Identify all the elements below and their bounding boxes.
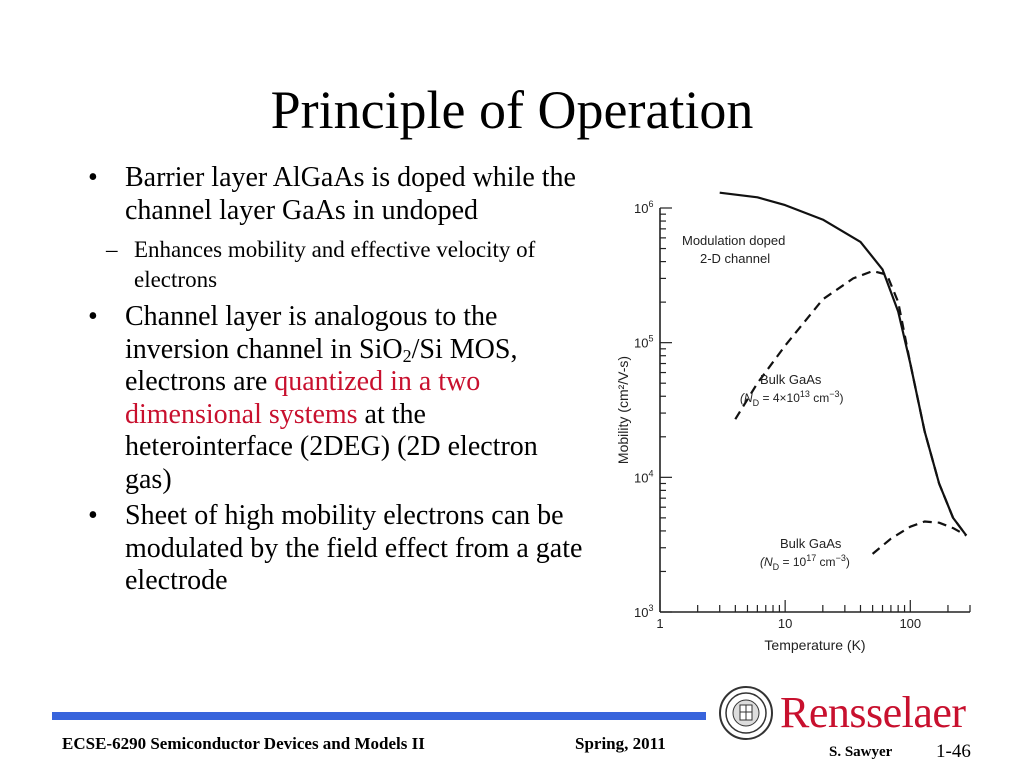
x-tick-label: 100 [899, 616, 922, 631]
series-label-part: cm [809, 391, 830, 405]
sub-bullet-item [88, 235, 588, 295]
y-tick-exponent: 4 [648, 468, 654, 479]
series-label-part: D [772, 562, 780, 572]
x-tick-label: 1 [656, 616, 664, 631]
series-label: Modulation doped [682, 233, 786, 248]
y-tick-base: 10 [634, 605, 649, 620]
sub-bullet-marker: – [106, 237, 118, 262]
y-tick-label [634, 199, 653, 216]
series-label-part: (N [740, 391, 753, 405]
series-label-part: cm [816, 555, 836, 569]
series-label-part: ) [845, 555, 850, 569]
bullet-marker: • [88, 500, 98, 531]
bullet-item [88, 301, 588, 496]
rensselaer-logo [718, 685, 1008, 741]
y-tick-label [634, 468, 653, 485]
y-axis-label: Mobility (cm²/V-s) [615, 355, 631, 465]
bullet-text: Channel layer is analogous to the inversion channel in SiO [125, 301, 498, 365]
slide-title: Principle of Operation [270, 80, 754, 140]
seal-icon [718, 685, 774, 741]
x-tick-label: 10 [777, 616, 793, 631]
mobility-temperature-chart [610, 180, 990, 660]
series-label-part: 17 [806, 553, 817, 563]
y-tick-exponent: 5 [648, 333, 654, 344]
x-axis-label: Temperature (K) [764, 637, 866, 653]
y-tick-label [634, 603, 653, 620]
footer-page-number: 1-46 [936, 741, 971, 762]
series-line-2 [873, 522, 967, 554]
footer-course: ECSE-6290 Semiconductor Devices and Models II [62, 734, 425, 753]
bullet-marker: • [88, 162, 98, 193]
series-label: Bulk GaAs [760, 372, 822, 387]
series-label-detail [740, 389, 844, 408]
series-label-part: −3 [829, 389, 840, 399]
series-label-part: D [752, 398, 760, 408]
y-tick-base: 10 [634, 201, 649, 216]
y-tick-exponent: 3 [648, 603, 654, 613]
footer-rule [52, 712, 706, 720]
series-label-part: (N [760, 555, 773, 569]
logo-wordmark: Rensselaer [780, 688, 966, 737]
series-label-part: = 4×10 [759, 391, 800, 405]
series-label-detail [760, 553, 850, 572]
y-tick-label [634, 334, 653, 351]
bullet-marker: • [88, 301, 98, 332]
bullet-item [88, 500, 588, 598]
series-label-part: 13 [799, 389, 810, 399]
series-label-part: = 10 [779, 555, 807, 569]
bullet-text: /Si MOS, electrons are [125, 333, 518, 397]
series-label-part: ) [839, 391, 844, 405]
bullet-list [88, 162, 588, 602]
bullet-text: 2 [402, 345, 412, 366]
footer-author: S. Sawyer [829, 744, 893, 760]
series-label: 2-D channel [700, 251, 771, 266]
bullet-text: at the heterointerface (2DEG) (2D electron gas) [125, 398, 538, 495]
footer-term: Spring, 2011 [575, 734, 666, 753]
y-tick-base: 10 [634, 470, 649, 486]
bullet-text: quantized in a two dimensional systems [125, 366, 481, 430]
series-label-part: −3 [835, 553, 846, 563]
bullet-item [88, 162, 588, 227]
bullet-text: Sheet of high mobility electrons can be modulated by the field effect from a gate electrode [125, 500, 583, 596]
y-tick-base: 10 [634, 335, 649, 351]
bullet-text: Barrier layer AlGaAs is doped while the channel layer GaAs in undoped [125, 162, 576, 226]
series-label: Bulk GaAs [780, 536, 842, 551]
sub-bullet-text: Enhances mobility and effective velocity of electrons [134, 237, 536, 292]
y-tick-exponent: 6 [648, 199, 654, 209]
